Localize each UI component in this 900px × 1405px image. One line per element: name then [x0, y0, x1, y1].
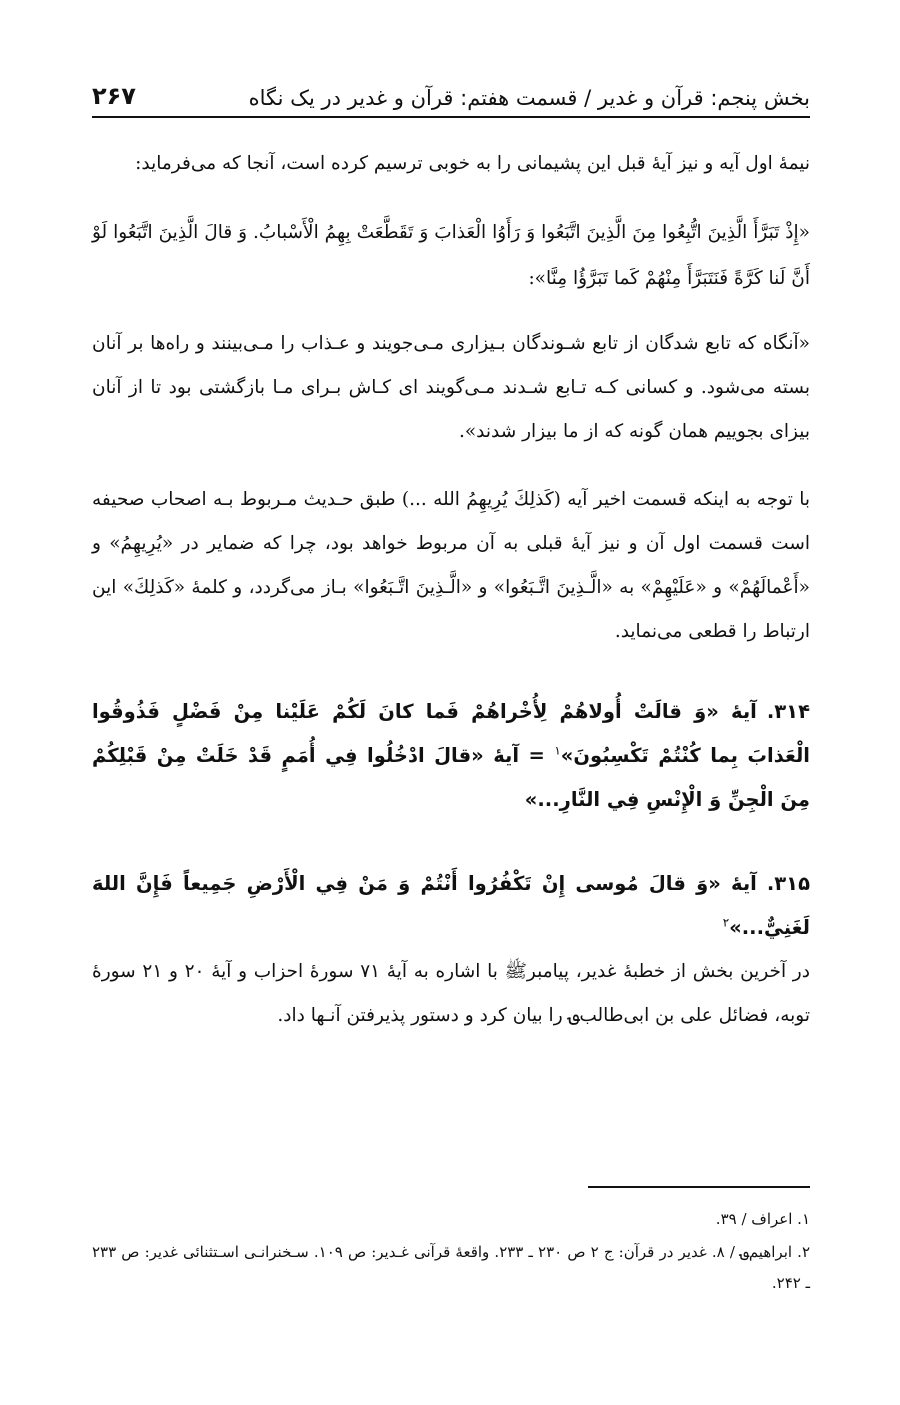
quran-quote: «إِذْ تَبَرَّأَ الَّذِينَ اتُّبِعُوا مِنَ الَّذِينَ اتَّبَعُوا وَ رَأَوُا الْعَذابَ وَ تَقَطَّعَتْ بِهِمُ الْأَسْبابُ. وَ قالَ الَّذِينَ اتَّبَعُوا لَوْ أَنَّ لَنا كَرَّةً فَنَتَبَرَّأَ مِنْهُمْ كَما تَبَرَّؤُا مِنَّا»:: [92, 222, 810, 289]
footnotes: [92, 1204, 810, 1301]
main-text: [92, 142, 810, 1062]
commentary-paragraph: با توجه به اینکه قسمت اخیر آیه (كَذلِكَ يُرِيهِمُ الله ...) طبق حـدیث مـربوط بـه اصحاب صحیفه است قسمت اول آن و نیز آیهٔ قبلی به آن مربوط خواهد بود، چرا که ضمایر در «يُرِيهِمُ» و «أَعْمالَهُمْ» و «عَلَيْهِمْ» به «الَّـذِينَ اتَّـبَعُوا» و «الَّـذِينَ اتَّـبَعُوا» بـاز می‌گردد، و کلمهٔ «كَذلِكَ» این ارتباط را قطعی می‌نماید.: [92, 489, 810, 642]
quote-translation: «آنگاه که تابع شدگان از تابع شـوندگان بـیزاری مـی‌جویند و عـذاب را مـی‌بینند و راه‌ها بر آنان بسته می‌شود. و کسانی کـه تـابع شـدند مـی‌گویند ای کـاش بـرای مـا بازگشتی بود تا از آنان بیزای بجوییم همان گونه که از ما بیزار شدند».: [92, 333, 810, 442]
verse-315-number: ۳۱۵.: [766, 872, 810, 895]
footnote-ref-2[interactable]: ۲: [722, 915, 730, 930]
footnote-2: ۲. ابراهیم؈ / ۸. غدیر در قرآن: ج ۲ ص ۲۳۰ ـ ۲۳۳. واقعهٔ قرآنی غـدیر: ص ۱۰۹. سـخنرانـی اسـتثنائی غدیر: ص ۲۳۳ ـ ۲۴۲.: [92, 1243, 811, 1292]
verse-314-number: ۳۱۴.: [766, 700, 810, 723]
verse-315-body: در آخرین بخش از خطبهٔ غدیر، پیامبرﷺ با اشاره به آیهٔ ۷۱ سورهٔ احزاب و آیهٔ ۲۰ و ۲۱ سورهٔ توبه، فضائل علی بن ابی‌طالب؈ را بیان کرد و دستور پذیرفتن آنـها داد.: [92, 961, 810, 1026]
header-divider: [92, 116, 810, 118]
book-page: [92, 0, 810, 1405]
verse-314-heading: [92, 690, 810, 822]
footnote-divider: [588, 1186, 810, 1188]
verse-314-parallel: = آیهٔ «قالَ ادْخُلُوا فِي أُمَمٍ قَدْ خَلَتْ مِنْ قَبْلِكُمْ مِنَ الْجِنِّ وَ الْإِنْسِ فِي النَّارِ...»: [92, 744, 810, 811]
verse-314-text: آیهٔ «وَ قالَتْ أُولاهُمْ لِأُخْراهُمْ فَما كانَ لَكُمْ عَلَيْنا مِنْ فَضْلٍ فَذُوقُوا الْعَذابَ بِما كُنْتُمْ تَكْسِبُونَ»: [92, 700, 810, 767]
running-header-title: بخش پنجم: قرآن و غدیر / قسمت هفتم: قرآن و غدیر در یک نگاه: [248, 86, 810, 110]
verse-315-text: آیهٔ «وَ قالَ مُوسى إِنْ تَكْفُرُوا أَنْتُمْ وَ مَنْ فِي الْأَرْضِ جَمِيعاً فَإِنَّ اللهَ لَغَنِيٌّ...»: [92, 872, 810, 939]
verse-315-heading: [92, 862, 810, 950]
running-header: [92, 70, 810, 110]
intro-paragraph: نیمهٔ اول آیه و نیز آیهٔ قبل این پشیمانی را به خوبی ترسیم کرده است، آنجا که می‌فرماید:: [135, 153, 810, 174]
footnote-1: ۱. اعراف / ۳۹.: [715, 1210, 810, 1228]
page-number: ۲۶۷: [92, 82, 136, 110]
footnote-ref-1[interactable]: ۱: [554, 743, 561, 758]
